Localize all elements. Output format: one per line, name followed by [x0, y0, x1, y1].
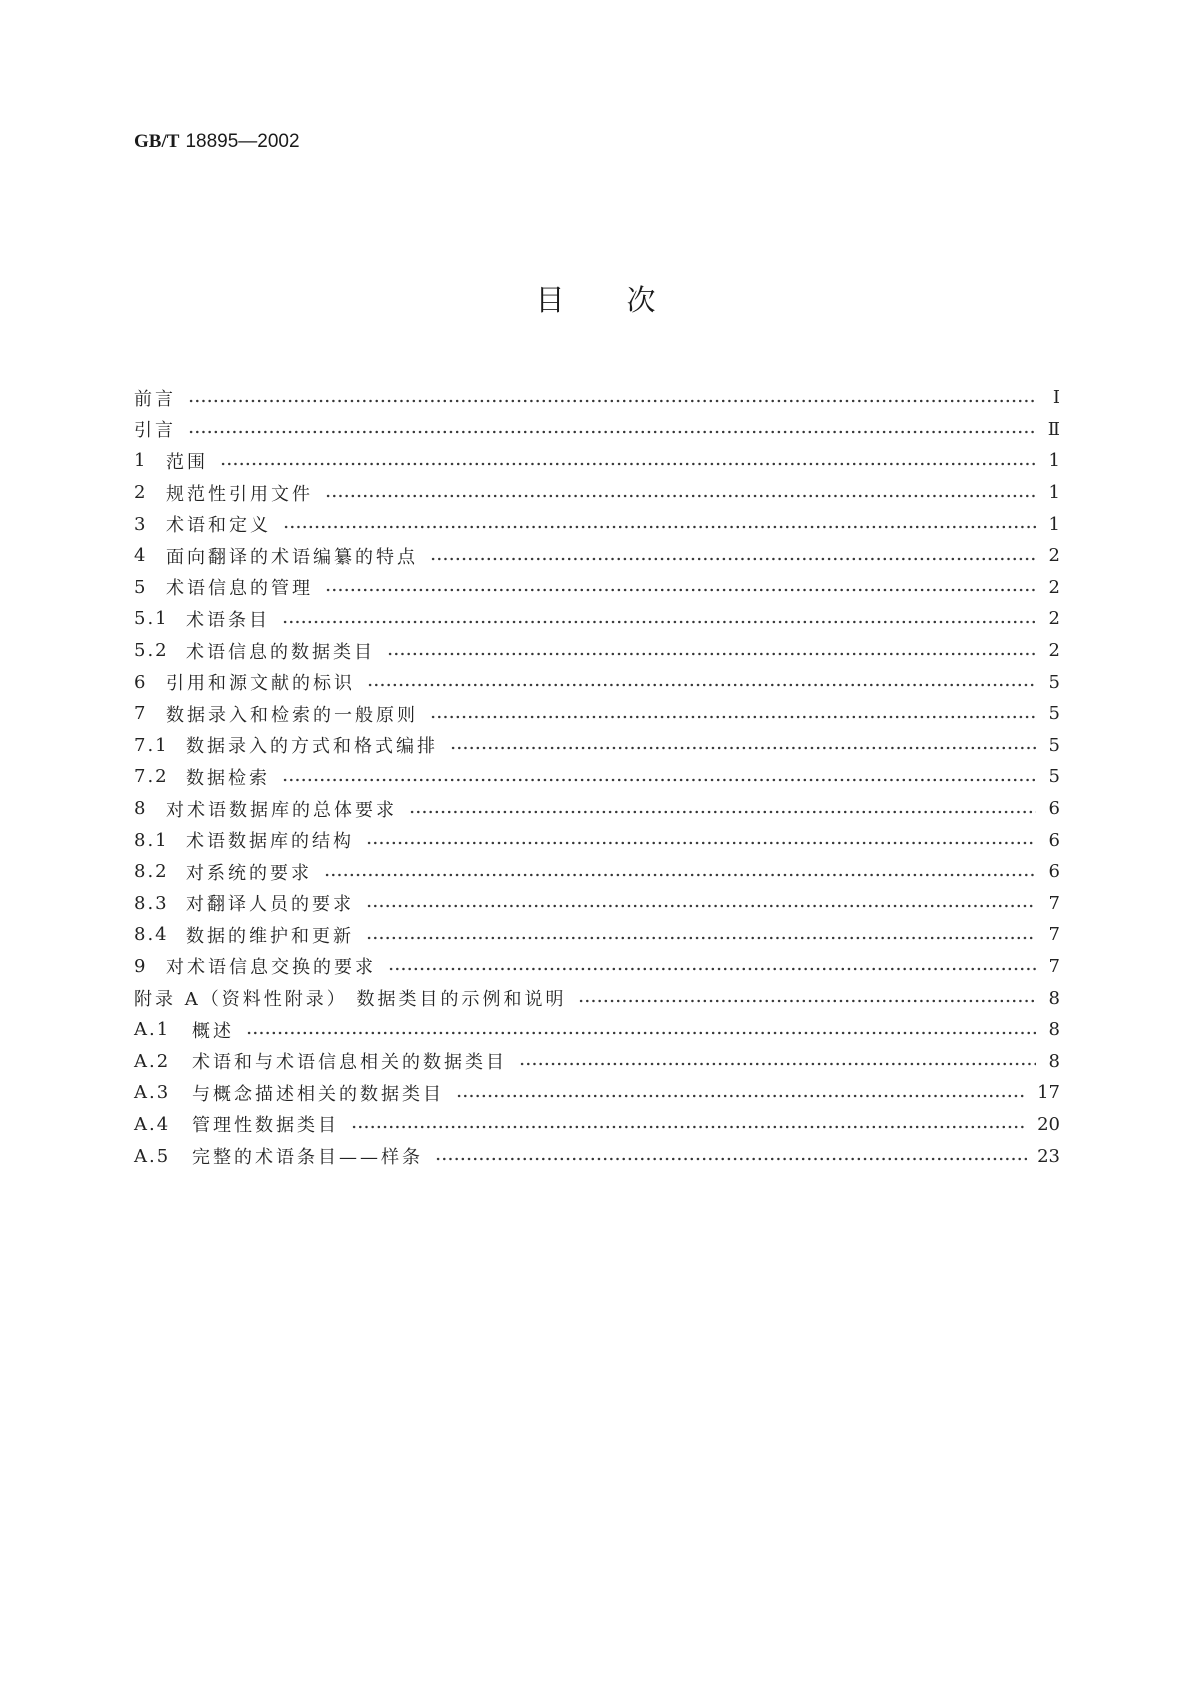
toc-entry[interactable] — [134, 761, 1060, 793]
toc-entry-page: 5 — [1048, 671, 1060, 693]
standard-code: 18895—2002 — [185, 131, 300, 152]
toc-entry[interactable] — [134, 445, 1060, 477]
dot-leader — [246, 1030, 1036, 1036]
toc-entry-number: 8.3 — [134, 892, 169, 914]
toc-entry[interactable] — [134, 382, 1060, 414]
toc-entry-title: 规范性引用文件 — [166, 483, 313, 505]
dot-leader — [351, 1124, 1027, 1130]
dot-leader — [366, 903, 1036, 909]
toc-entry-page: 7 — [1048, 892, 1060, 914]
toc-entry-number: A.5 — [134, 1145, 171, 1167]
dot-leader — [367, 682, 1036, 688]
dot-leader — [578, 998, 1036, 1004]
toc-entry-title: 面向翻译的术语编纂的特点 — [166, 546, 418, 568]
standard-prefix: GB/T — [134, 131, 180, 152]
toc-entry-number: A.4 — [134, 1113, 171, 1135]
toc-entry[interactable] — [134, 603, 1060, 635]
toc-entry-title: 数据录入和检索的一般原则 — [166, 704, 418, 726]
toc-entry-page: 23 — [1037, 1145, 1060, 1167]
page-title: 目次 — [535, 283, 718, 317]
dot-leader — [387, 651, 1036, 657]
toc-entry[interactable] — [134, 572, 1060, 604]
toc-entry-title: 数据的维护和更新 — [186, 925, 354, 947]
toc-entry-page: 8 — [1048, 987, 1060, 1009]
toc-entry-number: 2 — [134, 482, 148, 504]
toc-entry-number: 8.4 — [134, 924, 169, 946]
toc-entry[interactable] — [134, 414, 1060, 446]
toc-entry-page: 17 — [1037, 1082, 1060, 1104]
dot-leader — [325, 587, 1036, 593]
toc-entry-number: 9 — [134, 955, 148, 977]
toc-entry-title: 术语信息的管理 — [166, 578, 313, 600]
toc-entry-page: Ⅱ — [1047, 418, 1060, 440]
dot-leader — [188, 429, 1036, 435]
dot-leader — [366, 840, 1036, 846]
toc-entry-number: A.2 — [134, 1050, 171, 1072]
dot-leader — [325, 493, 1036, 499]
toc-entry-page: 6 — [1048, 861, 1060, 883]
toc-entry-number: 8.1 — [134, 829, 169, 851]
toc-entry-page: 7 — [1048, 924, 1060, 946]
dot-leader — [456, 1093, 1027, 1099]
toc-entry-title: 前言 — [134, 388, 176, 410]
dot-leader — [220, 461, 1036, 467]
toc-entry-title: 完整的术语条目——样条 — [192, 1147, 423, 1169]
toc-entry-number: 7.2 — [134, 766, 169, 788]
toc-entry-page: 2 — [1048, 640, 1060, 662]
toc-entry-title: 对术语信息交换的要求 — [166, 957, 376, 979]
dot-leader — [388, 966, 1036, 972]
dot-leader — [430, 556, 1036, 562]
table-of-contents — [134, 382, 1060, 1172]
toc-entry[interactable] — [134, 635, 1060, 667]
toc-entry-number: 8.2 — [134, 861, 169, 883]
toc-entry[interactable] — [134, 477, 1060, 509]
toc-entry-page: 1 — [1048, 450, 1060, 472]
dot-leader — [430, 714, 1036, 720]
dot-leader — [282, 777, 1036, 783]
toc-entry-page: 1 — [1048, 482, 1060, 504]
toc-entry-title: 范围 — [166, 451, 208, 473]
toc-entry[interactable] — [134, 1140, 1060, 1172]
toc-entry[interactable] — [134, 856, 1060, 888]
toc-entry-title: 术语和与术语信息相关的数据类目 — [192, 1052, 507, 1074]
toc-entry[interactable] — [134, 951, 1060, 983]
dot-leader — [283, 524, 1036, 530]
toc-entry-title: 管理性数据类目 — [192, 1115, 339, 1137]
toc-entry[interactable] — [134, 730, 1060, 762]
toc-entry[interactable] — [134, 508, 1060, 540]
dot-leader — [519, 1061, 1036, 1067]
toc-entry-title: 引言 — [134, 420, 176, 442]
toc-entry-page: 5 — [1048, 766, 1060, 788]
toc-entry-page: 8 — [1048, 1050, 1060, 1072]
toc-entry-title: 对系统的要求 — [186, 862, 312, 884]
dot-leader — [435, 1156, 1027, 1162]
toc-entry[interactable] — [134, 540, 1060, 572]
toc-entry-number: 6 — [134, 671, 148, 693]
dot-leader — [324, 872, 1036, 878]
toc-entry-title: 对术语数据库的总体要求 — [166, 799, 397, 821]
toc-entry[interactable] — [134, 982, 1060, 1014]
toc-entry-number: 7 — [134, 703, 148, 725]
toc-entry-number: 1 — [134, 450, 148, 472]
toc-entry-title: 术语数据库的结构 — [186, 831, 354, 853]
toc-entry-page: 5 — [1048, 734, 1060, 756]
toc-entry[interactable] — [134, 919, 1060, 951]
toc-entry-page: 2 — [1048, 545, 1060, 567]
toc-entry-title: 与概念描述相关的数据类目 — [192, 1083, 444, 1105]
dot-leader — [450, 745, 1036, 751]
toc-entry-number: A.1 — [134, 1019, 171, 1041]
toc-entry[interactable] — [134, 1109, 1060, 1141]
toc-entry-title: 附录 A（资料性附录） 数据类目的示例和说明 — [134, 989, 567, 1011]
toc-entry[interactable] — [134, 1077, 1060, 1109]
toc-entry-title: 概述 — [192, 1020, 234, 1042]
toc-entry-page: I — [1052, 387, 1060, 409]
toc-entry-number: 8 — [134, 798, 148, 820]
toc-entry[interactable] — [134, 793, 1060, 825]
toc-entry-page: 7 — [1048, 955, 1060, 977]
toc-entry[interactable] — [134, 1014, 1060, 1046]
toc-entry[interactable] — [134, 666, 1060, 698]
toc-entry-number: 5.2 — [134, 640, 169, 662]
toc-entry-title: 数据检索 — [186, 767, 270, 789]
toc-entry-number: A.3 — [134, 1082, 171, 1104]
toc-entry-title: 数据录入的方式和格式编排 — [186, 736, 438, 758]
toc-entry-number: 5.1 — [134, 608, 169, 630]
toc-entry[interactable] — [134, 1045, 1060, 1077]
toc-entry-title: 引用和源文献的标识 — [166, 673, 355, 695]
toc-entry-page: 20 — [1037, 1113, 1060, 1135]
toc-entry-title: 术语条目 — [186, 609, 270, 631]
dot-leader — [366, 935, 1036, 941]
toc-entry[interactable] — [134, 888, 1060, 920]
dot-leader — [188, 398, 1036, 404]
toc-entry-page: 2 — [1048, 576, 1060, 598]
dot-leader — [282, 619, 1036, 625]
toc-entry-page: 2 — [1048, 608, 1060, 630]
dot-leader — [409, 809, 1036, 815]
toc-entry-title: 对翻译人员的要求 — [186, 894, 354, 916]
toc-entry-number: 7.1 — [134, 734, 169, 756]
toc-entry-page: 1 — [1048, 513, 1060, 535]
toc-entry-page: 6 — [1048, 798, 1060, 820]
toc-entry-number: 3 — [134, 513, 148, 535]
toc-entry-number: 5 — [134, 576, 148, 598]
toc-entry-title: 术语和定义 — [166, 515, 271, 537]
toc-entry-number: 4 — [134, 545, 148, 567]
standard-number — [134, 130, 300, 153]
toc-entry-page: 8 — [1048, 1019, 1060, 1041]
toc-entry[interactable] — [134, 824, 1060, 856]
toc-entry-page: 6 — [1048, 829, 1060, 851]
toc-entry[interactable] — [134, 698, 1060, 730]
toc-entry-title: 术语信息的数据类目 — [186, 641, 375, 663]
toc-entry-page: 5 — [1048, 703, 1060, 725]
